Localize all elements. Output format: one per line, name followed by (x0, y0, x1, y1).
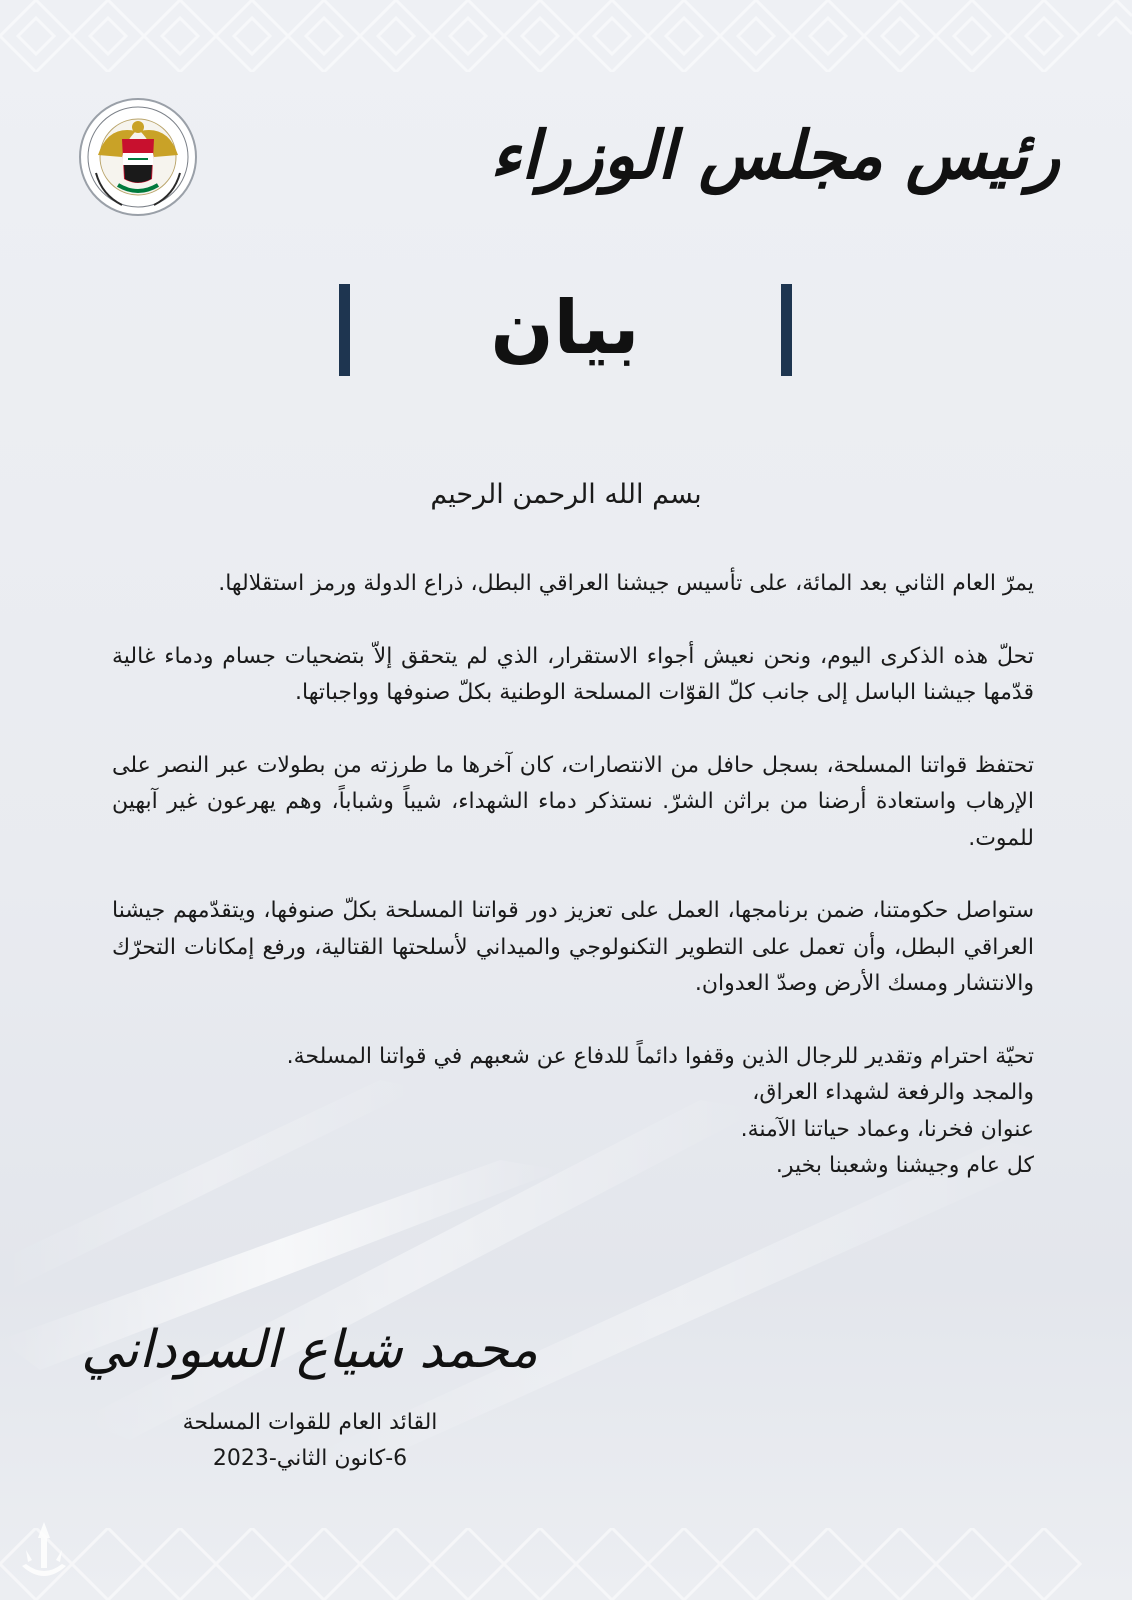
closing-line-3: عنوان فخرنا، وعماد حياتنا الآمنة. (740, 1116, 1034, 1142)
closing-line-2: والمجد والرفعة لشهداء العراق، (752, 1080, 1034, 1105)
basmala: بسم الله الرحمن الرحيم (430, 479, 702, 510)
bottom-pattern-band (0, 1528, 1132, 1600)
statement-heading: بيان (490, 285, 640, 371)
signature-calligraphy: محمد شياع السوداني (81, 1320, 538, 1380)
media-office-emblem-icon (78, 97, 198, 217)
heading-accent-bar-left (339, 284, 350, 376)
body-paragraph-2: تحلّ هذه الذكرى اليوم، ونحن نعيش أجواء الاستقرار، الذي لم يتحقق إلاّ بتضحيات جسام ودماء غالية قدّمها جيشنا الباسل إلى جانب كلّ القوّات المسلحة الوطنية بكلّ صنوفها وواجباتها. (112, 643, 1034, 705)
heading-accent-bar-right (781, 284, 792, 376)
body-paragraph-1: يمرّ العام الثاني بعد المائة، على تأسيس جيشنا العراقي البطل، ذراع الدولة ورمز استقلالها. (218, 571, 1034, 596)
closing-line-1: تحيّة احترام وتقدير للرجال الذين وقفوا دائماً للدفاع عن شعبهم في قواتنا المسلحة. (286, 1043, 1034, 1069)
statement-date: 6-كانون الثاني-2023 (212, 1446, 408, 1471)
signatory-title: القائد العام للقوات المسلحة (182, 1410, 438, 1435)
closing-line-4: كل عام وجيشنا وشعبنا بخير. (775, 1153, 1034, 1178)
prime-minister-calligraphy-title: رئيس مجلس الوزراء (490, 116, 1060, 194)
top-pattern-band (0, 0, 1132, 72)
body-paragraph-3: تحتفظ قواتنا المسلحة، بسجل حافل من الانتصارات، كان آخرها ما طرزته من بطولات عبر النصر على الإرهاب واستعادة أرضنا من براثن الشرّ. نستذكر دماء الشهداء، شيباً وشباباً، وهم يهرعون غير آبهين للموت. (112, 752, 1034, 851)
statement-body (112, 566, 1034, 1185)
closing-lines (112, 1039, 1034, 1185)
body-paragraph-4: ستواصل حكومتنا، ضمن برنامجها، العمل على تعزيز دور قواتنا المسلحة بكلّ صنوفها، ويتقدّمهم جيشنا العراقي البطل، وأن تعمل على التطوير التكنولوجي والميداني لأسلحتها القتالية، ورفع إمكانات التحرّك والانتشار ومسك الأرض وصدّ العدوان. (112, 898, 1034, 996)
channel-watermark-icon (16, 1520, 72, 1586)
